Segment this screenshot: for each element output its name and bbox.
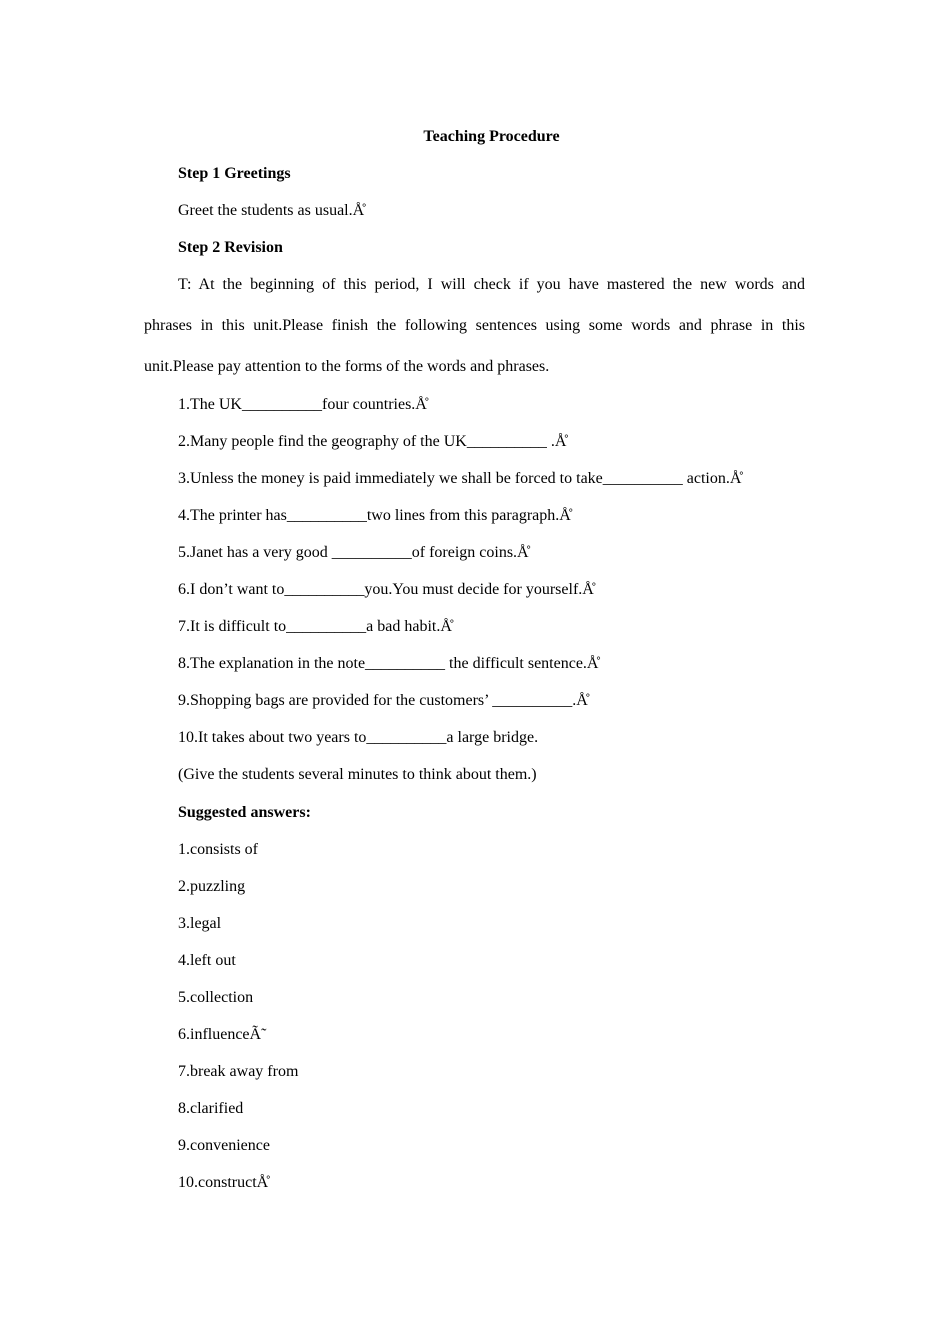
sentence-item: 2.Many people find the geography of the UK__________ .Å̊ (178, 433, 567, 450)
sentence-item: 3.Unless the money is paid immediately we shall be forced to take__________ action.Å̊ (178, 470, 742, 487)
step2-intro-line-3: unit.Please pay attention to the forms of the words and phrases. (144, 358, 550, 375)
step1-text: Greet the students as usual.Å̊ (178, 202, 365, 219)
answer-item: 1.consists of (178, 841, 258, 858)
step2-intro-line-2: phrases in this unit.Please finish the following sentences using some words and phrase in this (144, 317, 805, 334)
sentence-item: 6.I don’t want to__________you.You must decide for yourself.Å̊ (178, 581, 594, 598)
sentence-item: 4.The printer has__________two lines from this paragraph.Å̊ (178, 507, 571, 524)
answer-item: 4.left out (178, 952, 236, 969)
step2-intro-line-1: T: At the beginning of this period, I will check if you have mastered the new words and (178, 276, 805, 293)
sentence-item: 10.It takes about two years to__________a large bridge. (178, 729, 539, 746)
answer-item: 6.influenceÃ̃ (178, 1026, 262, 1043)
answer-item: 7.break away from (178, 1063, 299, 1080)
page-title: Teaching Procedure (423, 128, 560, 145)
step1-heading: Step 1 Greetings (178, 165, 291, 182)
answer-item: 3.legal (178, 915, 222, 932)
answer-item: 5.collection (178, 989, 254, 1006)
answer-item: 8.clarified (178, 1100, 244, 1117)
think-note: (Give the students several minutes to think about them.) (178, 766, 537, 783)
answer-item: 9.convenience (178, 1137, 270, 1154)
sentence-item: 8.The explanation in the note__________ the difficult sentence.Å̊ (178, 655, 599, 672)
sentence-item: 7.It is difficult to__________a bad habit.Å̊ (178, 618, 452, 635)
answers-heading: Suggested answers: (178, 804, 311, 821)
sentence-item: 9.Shopping bags are provided for the customers’ __________.Å̊ (178, 692, 588, 709)
answer-item: 2.puzzling (178, 878, 246, 895)
sentence-item: 1.The UK__________four countries.Å̊ (178, 396, 427, 413)
sentence-item: 5.Janet has a very good __________of foreign coins.Å̊ (178, 544, 529, 561)
step2-heading: Step 2 Revision (178, 239, 283, 256)
answer-item: 10.constructÅ̊ (178, 1174, 269, 1191)
